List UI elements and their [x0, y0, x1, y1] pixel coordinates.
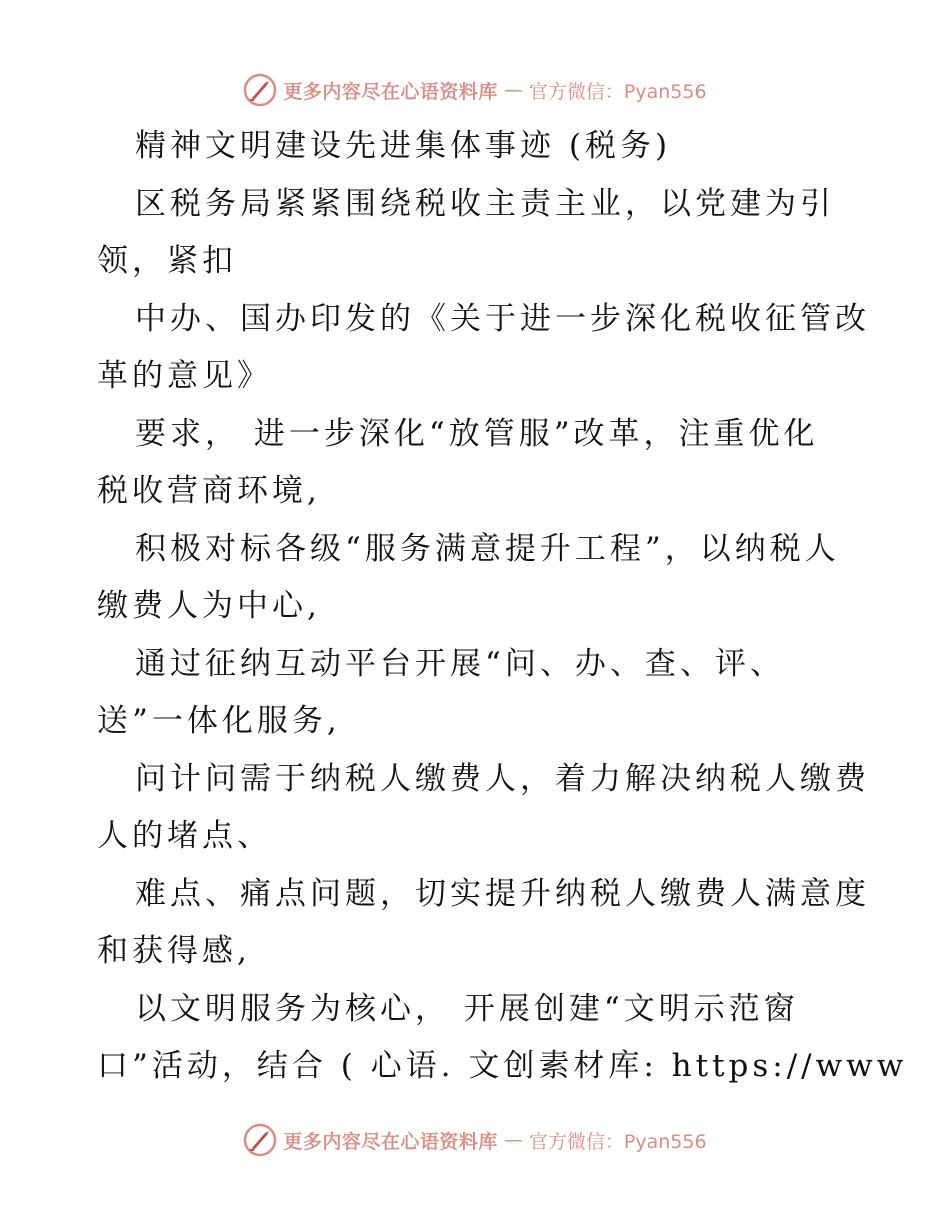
paragraph-line: 要求， 进一步深化“放管服”改革，注重优化 — [135, 415, 819, 452]
paragraph-line: 和获得感, — [97, 933, 251, 969]
header-watermark — [0, 70, 950, 110]
quill-pen-logo-icon — [243, 73, 277, 107]
watermark-separator: — — [503, 1129, 523, 1151]
paragraph-line: 领，紧扣 — [97, 243, 237, 279]
watermark-wechat-text: 官方微信：Pyan556 — [528, 80, 707, 103]
paragraph-line: 问计问需于纳税人缴费人，着力解决纳税人缴费 — [135, 760, 870, 797]
watermark-brand-text: 更多内容尽在心语资料库 — [283, 1130, 498, 1153]
document-body — [97, 118, 908, 1096]
paragraph-line: 人的堵点、 — [97, 818, 272, 854]
footer-watermark — [0, 1120, 950, 1160]
paragraph-line: 积极对标各级“服务满意提升工程”，以纳税人 — [135, 530, 840, 567]
watermark-wechat-text: 官方微信：Pyan556 — [528, 1130, 707, 1153]
paragraph-line: 难点、痛点问题，切实提升纳税人缴费人满意度 — [135, 875, 870, 912]
paragraph-line: 区税务局紧紧围绕税收主责主业，以党建为引 — [135, 185, 835, 222]
paragraph-line: 革的意见》 — [97, 358, 272, 394]
paragraph-line: 税收营商环境, — [97, 473, 321, 509]
paragraph-line: 通过征纳互动平台开展“问、办、查、评、 — [135, 645, 785, 682]
watermark-brand-text: 更多内容尽在心语资料库 — [283, 80, 498, 103]
quill-pen-logo-icon — [243, 1123, 277, 1157]
paragraph-line: 中办、国办印发的《关于进一步深化税收征管改 — [135, 300, 870, 337]
document-title: 精神文明建设先进集体事迹 (税务) — [135, 128, 672, 164]
paragraph-line: 缴费人为中心, — [97, 588, 321, 624]
paragraph-line: 口”活动，结合 ( 心语. 文创素材库: https://www — [97, 1048, 908, 1084]
paragraph-line: 以文明服务为核心， 开展创建“文明示范窗 — [135, 990, 799, 1027]
paragraph-line: 送”一体化服务, — [97, 703, 341, 739]
watermark-separator: — — [503, 79, 523, 101]
